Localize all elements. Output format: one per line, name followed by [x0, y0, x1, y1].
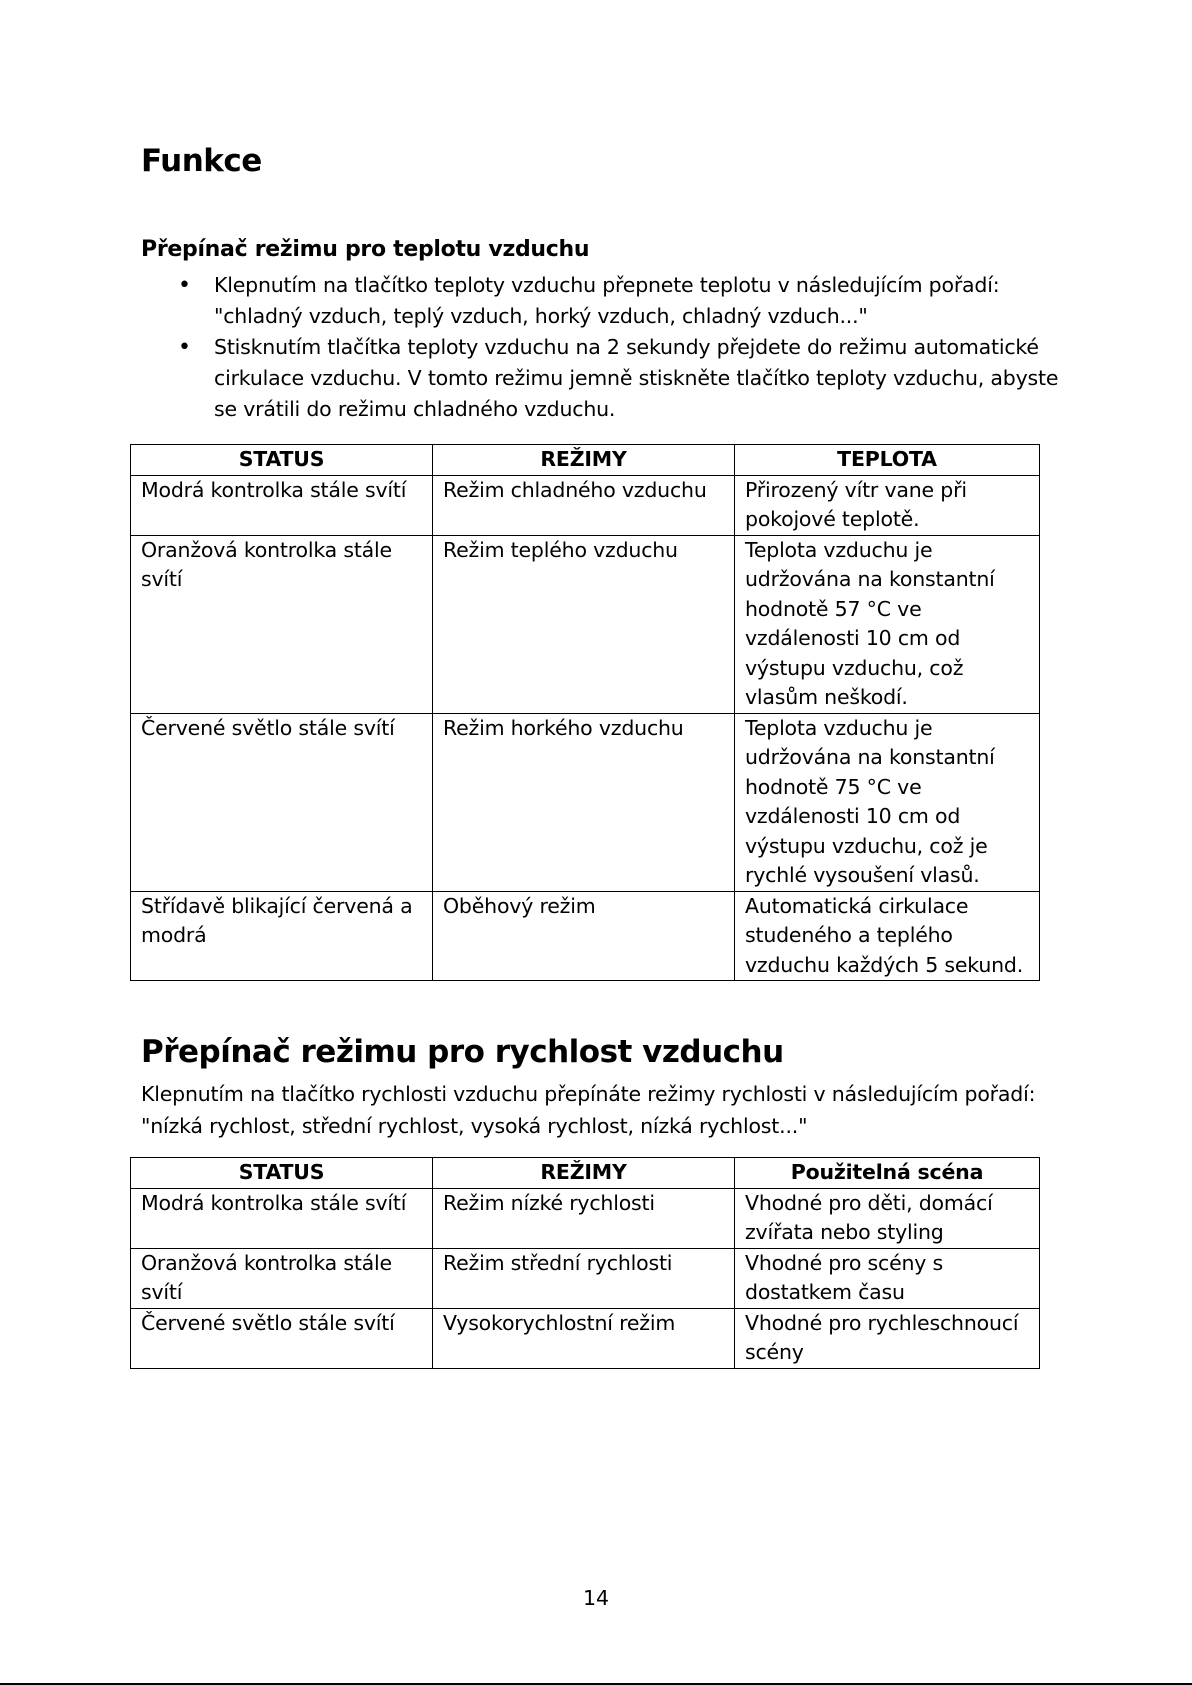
table-cell-scene: Vhodné pro scény s dostatkem času: [735, 1248, 1040, 1308]
table-row: [131, 535, 1040, 713]
table-cell-status: Oranžová kontrolka stále svítí: [131, 1248, 433, 1308]
speed-intro-paragraph: Klepnutím na tlačítko rychlosti vzduchu přepínáte režimy rychlosti v následujícím pořadí: "nízká rychlost, střední rychlost, vysoká rychlost, nízká rychlost...": [141, 1082, 1036, 1138]
table-row: [131, 1248, 1040, 1308]
table-cell-status: Modrá kontrolka stále svítí: [131, 475, 433, 535]
table-cell-status: Střídavě blikající červená a modrá: [131, 891, 433, 981]
bullet-item: • Klepnutím na tlačítko teploty vzduchu přepnete teplotu v následujícím pořadí: "chladný vzduch, teplý vzduch, horký vzduch, chladný vzduch...": [178, 270, 1068, 332]
table-cell-mode: Režim chladného vzduchu: [433, 475, 735, 535]
table-row: [131, 1308, 1040, 1368]
table-header-row: [131, 445, 1040, 476]
column-header-status: STATUS: [131, 445, 433, 476]
page-title: Funkce: [141, 143, 262, 179]
table-cell-status: Modrá kontrolka stále svítí: [131, 1188, 433, 1248]
table-row: [131, 1188, 1040, 1248]
table-cell-mode: Oběhový režim: [433, 891, 735, 981]
temperature-table: [130, 444, 1040, 981]
table-cell-mode: Režim nízké rychlosti: [433, 1188, 735, 1248]
table-cell-status: Červené světlo stále svítí: [131, 1308, 433, 1368]
table-header-row: [131, 1158, 1040, 1189]
table-cell-temperature: Automatická cirkulace studeného a teplého vzduchu každých 5 sekund.: [735, 891, 1040, 981]
table-cell-scene: Vhodné pro děti, domácí zvířata nebo styling: [735, 1188, 1040, 1248]
table-cell-mode: Vysokorychlostní režim: [433, 1308, 735, 1368]
table-cell-temperature: Teplota vzduchu je udržována na konstantní hodnotě 57 °C ve vzdálenosti 10 cm od výstupu vzduchu, což vlasům neškodí.: [735, 535, 1040, 713]
bullet-item: • Stisknutím tlačítka teploty vzduchu na 2 sekundy přejdete do režimu automatické cirkulace vzduchu. V tomto režimu jemně stiskněte tlačítko teploty vzduchu, abyste se vrátili do režimu chladného vzduchu.: [178, 332, 1068, 425]
temperature-bullet-list: [178, 270, 1068, 425]
table-cell-mode: Režim střední rychlosti: [433, 1248, 735, 1308]
table-cell-scene: Vhodné pro rychleschnoucí scény: [735, 1308, 1040, 1368]
table-row: [131, 713, 1040, 891]
page-number: 14: [582, 1586, 610, 1610]
column-header-usable-scene: Použitelná scéna: [735, 1158, 1040, 1189]
table-row: [131, 475, 1040, 535]
temperature-section-heading: Přepínač režimu pro teplotu vzduchu: [141, 237, 590, 262]
speed-table: [130, 1157, 1040, 1369]
column-header-modes: REŽIMY: [433, 445, 735, 476]
table-cell-temperature: Přirozený vítr vane při pokojové teplotě.: [735, 475, 1040, 535]
table-row: [131, 891, 1040, 981]
table-cell-mode: Režim teplého vzduchu: [433, 535, 735, 713]
speed-section-heading: Přepínač režimu pro rychlost vzduchu: [141, 1034, 784, 1070]
column-header-temperature: TEPLOTA: [735, 445, 1040, 476]
column-header-modes: REŽIMY: [433, 1158, 735, 1189]
table-cell-status: Červené světlo stále svítí: [131, 713, 433, 891]
table-cell-status: Oranžová kontrolka stále svítí: [131, 535, 433, 713]
column-header-status: STATUS: [131, 1158, 433, 1189]
table-cell-mode: Režim horkého vzduchu: [433, 713, 735, 891]
table-cell-temperature: Teplota vzduchu je udržována na konstantní hodnotě 75 °C ve vzdálenosti 10 cm od výstupu vzduchu, což je rychlé vysoušení vlasů.: [735, 713, 1040, 891]
